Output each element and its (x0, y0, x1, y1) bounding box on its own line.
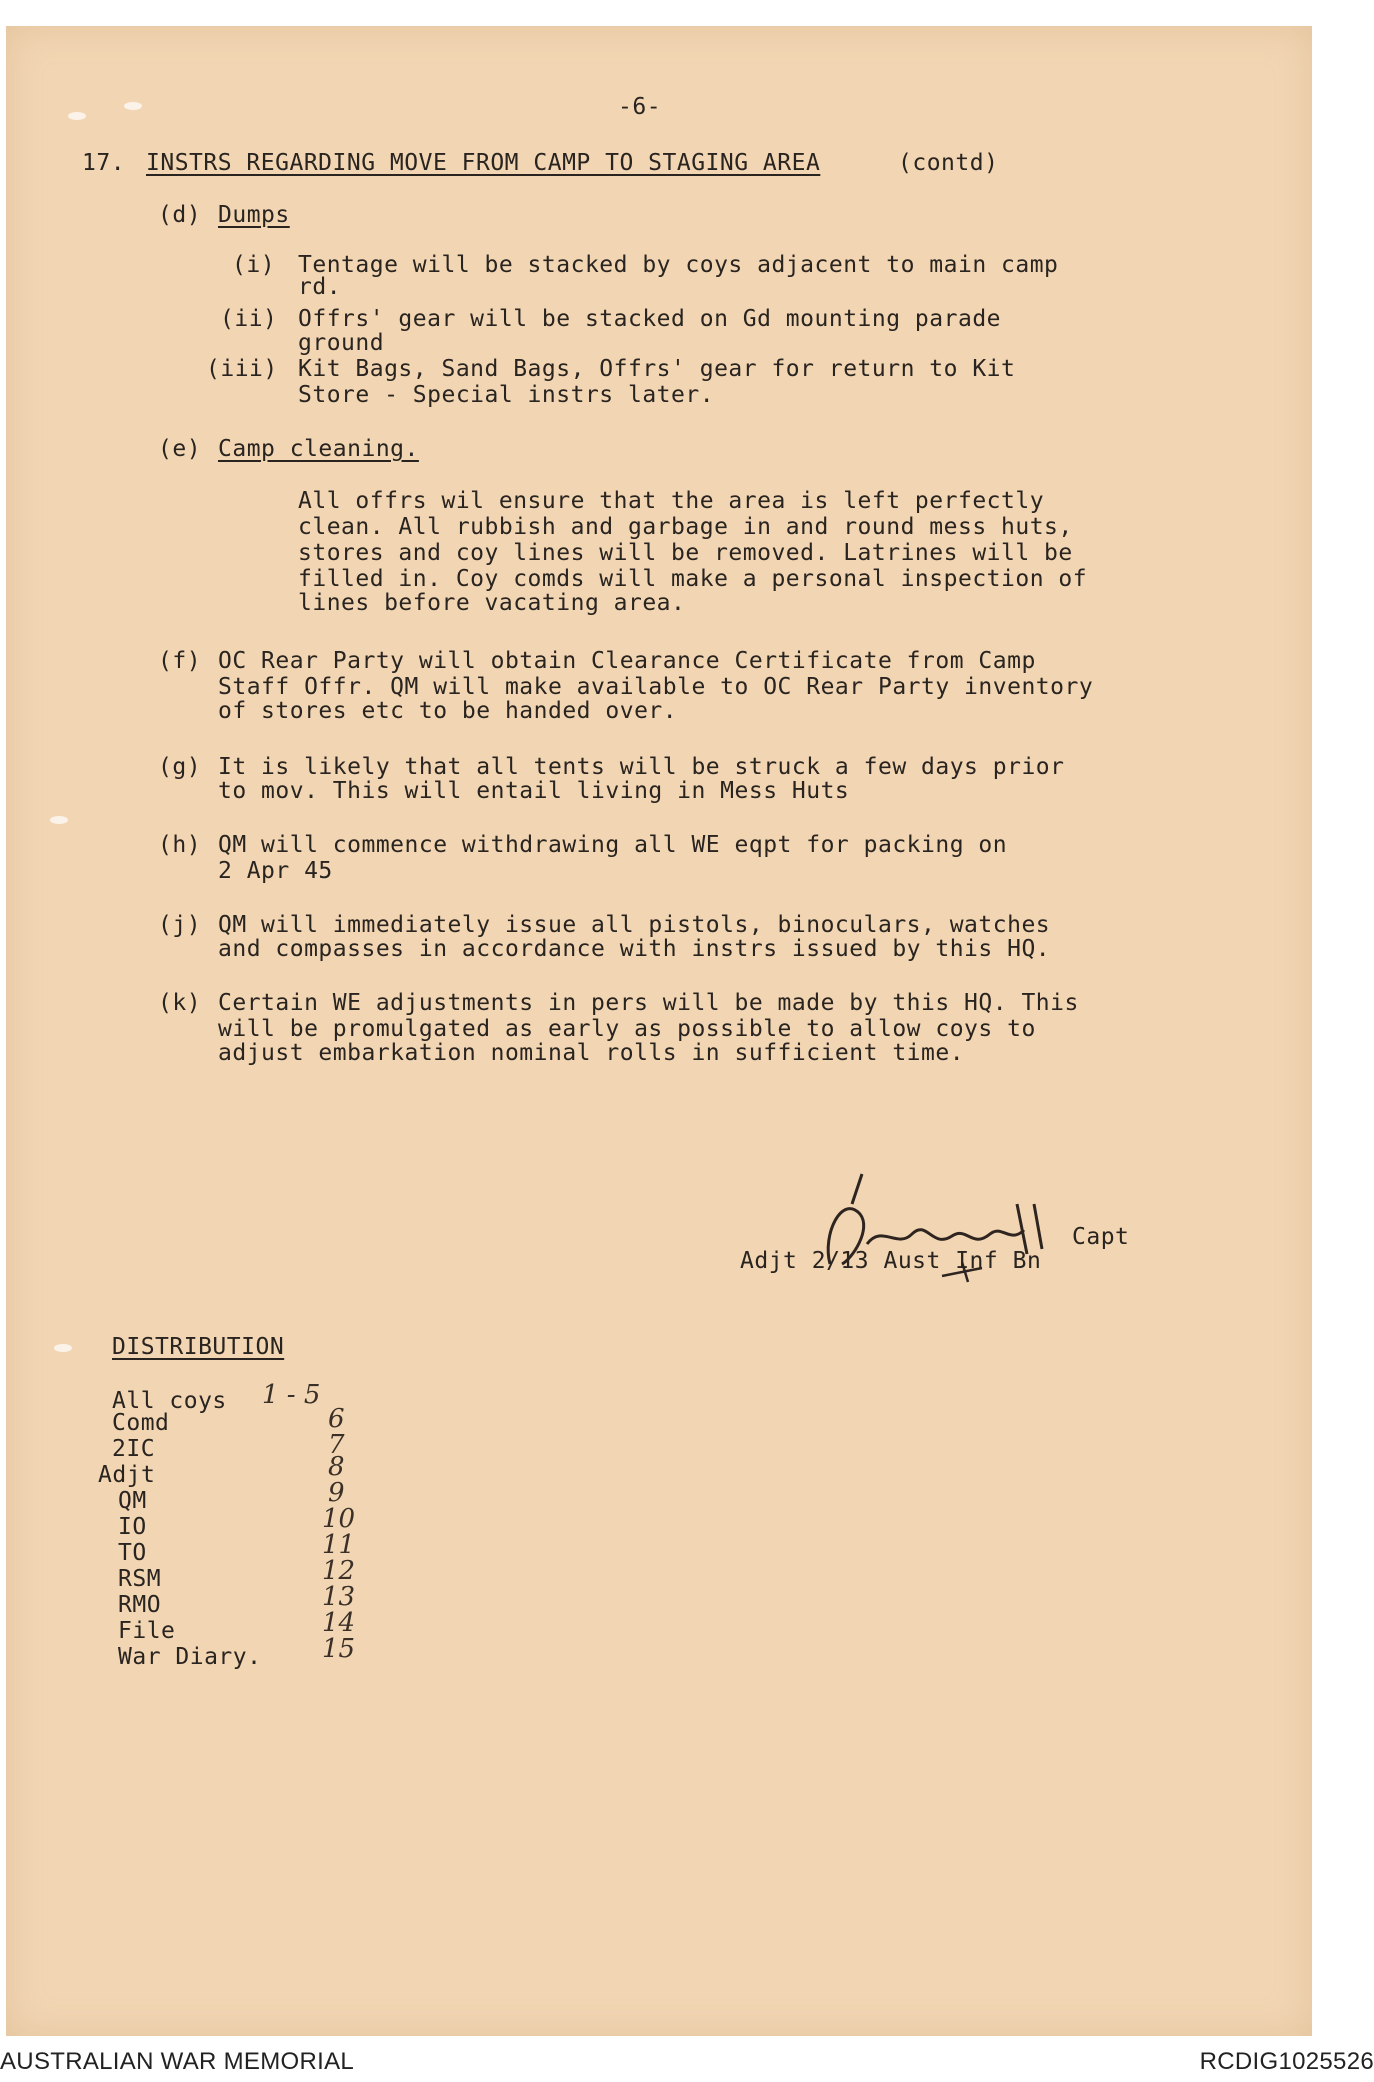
distribution-copies: 15 (322, 1634, 356, 1664)
distribution-copies: 11 (322, 1530, 356, 1560)
distribution-name: RSM (118, 1566, 162, 1592)
distribution-name: 2IC (112, 1436, 156, 1462)
sub-item-text: Offrs' gear will be stacked on Gd mounting parade (298, 306, 1002, 332)
sub-item-text: Kit Bags, Sand Bags, Offrs' gear for return to Kit (298, 356, 1016, 382)
section-number: 17. (82, 150, 126, 176)
distribution-name: Comd (112, 1410, 170, 1436)
distribution-copies: 12 (322, 1556, 356, 1586)
distribution-copies: 1 - 5 (262, 1380, 321, 1410)
sub-item-label: (i) (232, 252, 276, 278)
paragraph-line: filled in. Coy comds will make a personal inspection of (298, 566, 1088, 592)
item-g-label: (g) (158, 754, 202, 780)
distribution-name: IO (118, 1514, 147, 1540)
sub-item-label: (iii) (206, 356, 278, 382)
distribution-copies: 13 (322, 1582, 356, 1612)
paragraph-line: 2 Apr 45 (218, 858, 333, 884)
item-e-title: Camp cleaning. (218, 436, 419, 462)
distribution-name: TO (118, 1540, 147, 1566)
punch-hole-mark (68, 112, 86, 120)
paragraph-line: of stores etc to be handed over. (218, 698, 678, 724)
punch-hole-mark (54, 1344, 72, 1352)
paragraph-line: QM will immediately issue all pistols, binoculars, watches (218, 912, 1051, 938)
paragraph-line: adjust embarkation nominal rolls in sufficient time. (218, 1040, 965, 1066)
distribution-copies: 9 (328, 1478, 345, 1508)
sub-item-label: (ii) (220, 306, 278, 332)
paragraph-line: stores and coy lines will be removed. Latrines will be (298, 540, 1073, 566)
page-number: -6- (618, 94, 662, 120)
distribution-copies: 8 (328, 1452, 345, 1482)
signature-appointment: Adjt 2/13 Aust Inf Bn (740, 1248, 1042, 1274)
item-e-label: (e) (158, 436, 202, 462)
paragraph-line: It is likely that all tents will be struck a few days prior (218, 754, 1065, 780)
section-heading: INSTRS REGARDING MOVE FROM CAMP TO STAGING AREA (146, 150, 821, 176)
distribution-name: Adjt (98, 1462, 156, 1488)
sub-item-text: Tentage will be stacked by coys adjacent to main camp (298, 252, 1059, 278)
sub-item-text: ground (298, 330, 385, 356)
item-d-label: (d) (158, 202, 202, 228)
sub-item-text: rd. (298, 274, 342, 300)
item-h-label: (h) (158, 832, 202, 858)
item-j-label: (j) (158, 912, 202, 938)
paragraph-line: and compasses in accordance with instrs issued by this HQ. (218, 936, 1051, 962)
distribution-name: War Diary. (118, 1644, 262, 1670)
paragraph-line: clean. All rubbish and garbage in and round mess huts, (298, 514, 1073, 540)
footer-archive-name: AUSTRALIAN WAR MEMORIAL (0, 2048, 355, 2075)
punch-hole-mark (50, 816, 68, 824)
distribution-copies: 7 (328, 1430, 345, 1460)
item-d-title: Dumps (218, 202, 290, 228)
paragraph-line: QM will commence withdrawing all WE eqpt for packing on (218, 832, 1008, 858)
punch-hole-mark (124, 102, 142, 110)
item-k-label: (k) (158, 990, 202, 1016)
paragraph-line: will be promulgated as early as possible to allow coys to (218, 1016, 1036, 1042)
paragraph-line: to mov. This will entail living in Mess Huts (218, 778, 850, 804)
distribution-name: All coys (112, 1388, 227, 1414)
paragraph-line: lines before vacating area. (298, 590, 686, 616)
sub-item-text: Store - Special instrs later. (298, 382, 715, 408)
paragraph-line: Certain WE adjustments in pers will be made by this HQ. This (218, 990, 1079, 1016)
paragraph-line: All offrs wil ensure that the area is left perfectly (298, 488, 1045, 514)
footer-record-id: RCDIG1025526 (1199, 2048, 1374, 2075)
distribution-name: File (118, 1618, 176, 1644)
distribution-copies: 6 (328, 1404, 345, 1434)
section-heading-suffix: (contd) (898, 150, 999, 176)
signature-rank: Capt (1072, 1224, 1130, 1250)
distribution-copies: 10 (322, 1504, 356, 1534)
distribution-copies: 14 (322, 1608, 356, 1638)
document-page (6, 26, 1312, 2036)
item-f-label: (f) (158, 648, 202, 674)
paragraph-line: OC Rear Party will obtain Clearance Certificate from Camp (218, 648, 1036, 674)
distribution-name: QM (118, 1488, 147, 1514)
handwritten-signature (812, 1164, 1112, 1294)
distribution-title: DISTRIBUTION (112, 1334, 285, 1360)
paragraph-line: Staff Offr. QM will make available to OC Rear Party inventory (218, 674, 1094, 700)
distribution-name: RMO (118, 1592, 162, 1618)
